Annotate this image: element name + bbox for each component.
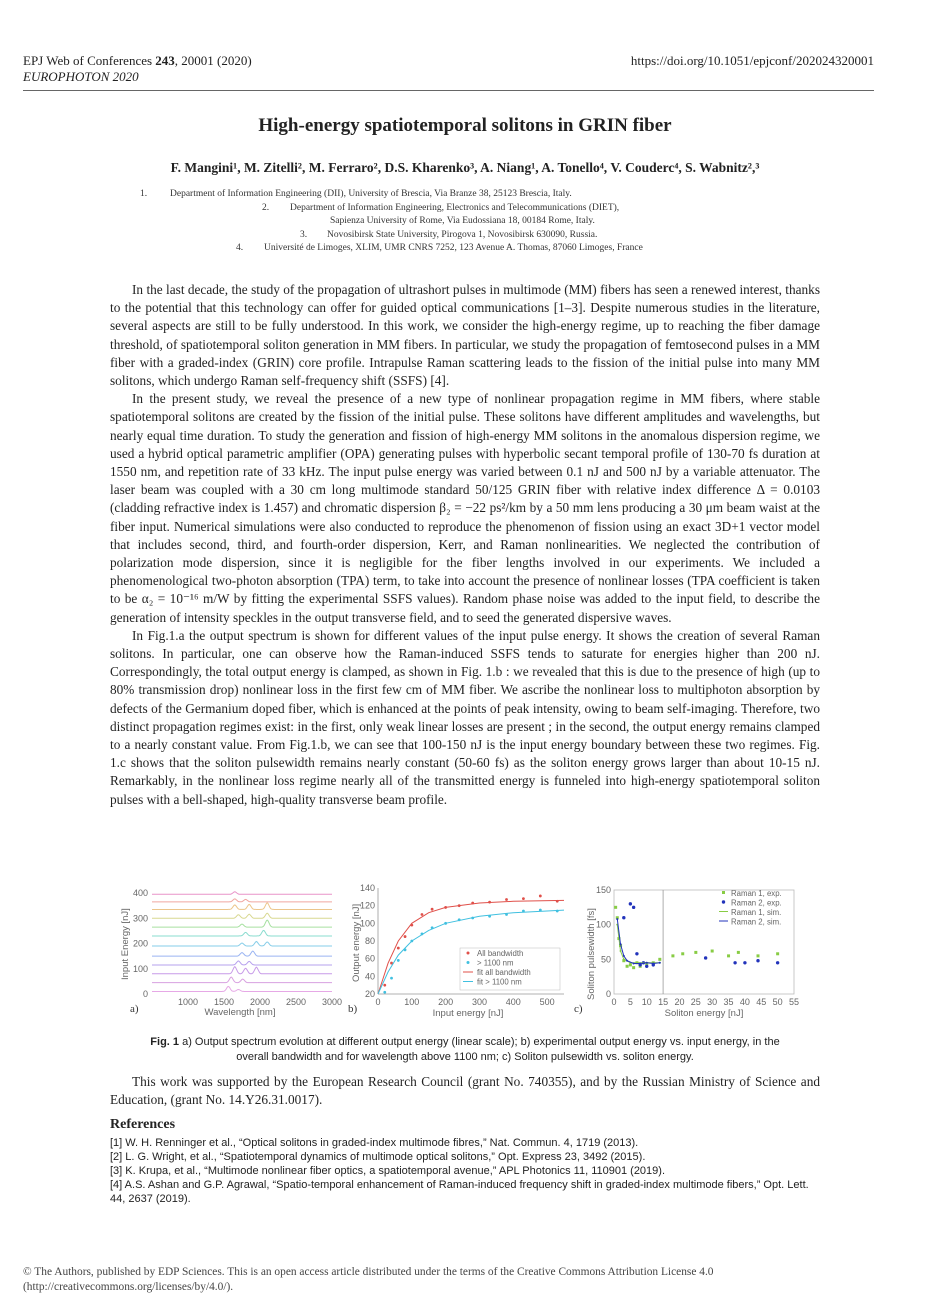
y-tick-label: 100 <box>359 918 375 929</box>
panel-c-xlabel: Soliton energy [nJ] <box>664 1008 744 1019</box>
journal-volume: 243 <box>155 53 175 68</box>
caption-text: a) Output spectrum evolution at different output energy (linear scale); b) experimental output energy vs. input energy, in the overall bandwidth and for wavelength above 1100 nm; c) Soliton pulsewidth vs. soliton energy. <box>182 1036 780 1063</box>
paragraph-2: In the present study, we reveal the presence of a new type of nonlinear propagation regime in MM fibers, where stable spatiotemporal solitons are created by the fission of the initial pulse. These solitons have different amplitudes and wavelengths, but nearly equal time duration. To study the generation and fission of high-energy MM solitons in the anomalous dispersion regime, we used a hybrid optical parametric amplifier (OPA) generating pulses with hyperbolic secant temporal profile of 130-70 fs duration at 1550 nm, and repetition rate of 33 kHz. The input pulse energy was varied between 0.1 nJ and 500 nJ by a variable attenuator. The laser beam was coupled with a 30 cm long multimode standard 50/125 GRIN fiber with relative index difference Δ = 0.0103 (cladding refractive index is 1.457) and chromatic dispersion β₂ = −22 ps²/km by a 50 mm lens producing a 30 μm beam waist at the fiber input. Numerical simulations were also conducted to reproduce the phenomenon of fission using an exact 3D+1 vector model that includes second, third, and fourth-order dispersion, Kerr, and Raman nonlinearities. We neglected the contribution of polarization mode dispersion, since it is negligible for the fiber lengths involved in our experiments. We included a phenomenological two-photon absorption (TPA) term, to take into account the presence of nonlinear losses (TPA coefficient is taken to be α₂ = 10⁻¹⁶ m/W by fitting the experimental SSFS values). Random phase noise was added to the input field, to describe the generation of intensity speckles in the output transverse field, and to seed the generated dispersive waves. <box>110 391 820 625</box>
data-point <box>614 906 617 909</box>
affiliation-text: Université de Limoges, XLIM, UMR CNRS 7252, 123 Avenue A. Thomas, 87060 Limoges, France <box>264 243 643 253</box>
panel-a-xlabel: Wavelength [nm] <box>204 1007 276 1018</box>
sim-point <box>633 962 635 964</box>
sim-point <box>623 955 625 957</box>
data-point <box>737 951 740 954</box>
figure-caption <box>150 1035 780 1065</box>
references-heading: References <box>110 1117 176 1132</box>
affiliation-1 <box>140 188 572 201</box>
panel-a-yticks <box>133 888 148 999</box>
legend-entry: fit all bandwidth <box>477 968 531 977</box>
data-point <box>658 958 661 961</box>
acknowledgment-text: This work was supported by the European Research Council (grant No. 740355), and by the Russian Ministry of Science and Education, (grant No. 14.Y26.31.0017). <box>110 1074 820 1108</box>
y-tick-label: 0 <box>142 989 148 999</box>
x-tick-label: 300 <box>471 997 487 1007</box>
y-tick-label: 80 <box>364 936 375 946</box>
x-tick-label: 45 <box>756 997 767 1007</box>
spectrum-line <box>152 903 332 910</box>
affiliation-text: Sapienza University of Rome, Via Eudossiana 18, 00184 Rome, Italy. <box>330 216 595 226</box>
legend-entry: fit > 1100 nm <box>477 977 522 987</box>
figure-1 <box>110 882 820 1022</box>
affiliation-number: 2. <box>262 203 270 213</box>
running-header-left <box>23 53 252 85</box>
y-tick-label: 400 <box>132 888 148 899</box>
x-tick-label: 30 <box>707 997 718 1007</box>
x-tick-label: 40 <box>739 997 750 1007</box>
panel-a-chart <box>110 882 343 1022</box>
acknowledgment <box>110 1073 820 1109</box>
references-list <box>110 1136 820 1206</box>
x-tick-label: 500 <box>539 997 555 1007</box>
panel-b-legend <box>460 948 560 990</box>
data-point <box>645 965 648 968</box>
data-point <box>397 947 400 950</box>
panel-b-xlabel: Input energy [nJ] <box>432 1008 504 1019</box>
spectrum-line <box>152 951 332 956</box>
data-point <box>632 966 635 969</box>
spectrum-line <box>152 930 332 936</box>
panel-a-plot-area <box>152 892 332 992</box>
data-point <box>383 984 386 987</box>
x-tick-label: 2000 <box>249 997 271 1007</box>
paragraph-3: In Fig.1.a the output spectrum is shown for different values of the input pulse energy. It shows the creation of several Raman solitons. In particular, one can observe how the Raman-induced SSFS tends to saturate for energies higher than 200 nJ. Correspondingly, the total output energy is clamped, as shown in Fig. 1.b : we revealed that this is due to the presence of high (up to 80% transmission drop) nonlinear loss in the first few cm of MM fiber. We ascribe the nonlinear loss to multiphoton absorption by defects of the Germanium doped fiber, which is enhanced at the points of peak intensity, owing to beam self-imaging. Therefore, two distinct propagation regimes exist: in the first, only weak linear losses are present ; in the second, the output energy remains clamped to a nearly constant value. From Fig.1.b, we can see that 100-150 nJ is the input energy boundary between these two regimes. Fig. 1.c shows that the soliton pulsewidth remains nearly constant (50-60 fs) as the soliton energy grows larger than about 10-15 nJ. Remarkably, in the nonlinear loss regime nearly all of the transmitted energy is funneled into high-energy spatiotemporal soliton pulses with a bell-shaped, high-quality transverse beam profile. <box>110 627 820 807</box>
y-tick-label: 140 <box>359 883 375 893</box>
license-footer: © The Authors, published by EDP Sciences. This is an open access article distributed under the terms of the Creative Commons Attribution License 4.0 (http://creativecommons.org/licenses/by/4.0/). <box>23 1266 714 1293</box>
data-point <box>757 954 760 957</box>
doi-link[interactable]: https://doi.org/10.1051/epjconf/202024320001 <box>630 53 874 68</box>
spectrum-line <box>152 892 332 895</box>
legend-marker <box>467 952 470 955</box>
panel-b-chart <box>342 882 572 1022</box>
y-tick-label: 200 <box>132 938 148 949</box>
y-tick-label: 40 <box>364 971 375 982</box>
affiliation-number: 3. <box>300 230 308 240</box>
panel-b-yticks <box>360 883 375 999</box>
data-point <box>632 906 635 909</box>
journal-citation <box>23 53 252 69</box>
affiliation-2-cont <box>330 215 595 228</box>
sim-point <box>620 950 622 952</box>
legend-marker <box>722 900 725 903</box>
y-tick-label: 100 <box>132 963 148 974</box>
y-tick-label: 300 <box>132 913 148 924</box>
y-tick-label: 50 <box>600 954 611 965</box>
legend-entry: > 1100 nm <box>477 958 514 968</box>
x-tick-label: 1500 <box>213 997 235 1007</box>
x-tick-label: 35 <box>723 997 734 1007</box>
reference-item: [2] L. G. Wright, et al., “Spatiotemporal dynamics of multimode optical solitons,” Opt. Express 23, 3492 (2015). <box>110 1151 646 1163</box>
x-tick-label: 55 <box>788 997 800 1007</box>
data-point <box>694 951 697 954</box>
data-point <box>629 902 632 905</box>
paper-title: High-energy spatiotemporal solitons in GRIN fiber <box>258 115 672 136</box>
panel-a-label: a) <box>130 1003 139 1015</box>
affiliation-4 <box>236 242 643 255</box>
x-tick-label: 15 <box>658 997 669 1007</box>
affiliation-text: Department of Information Engineering, Electronics and Telecommunications (DIET), <box>290 203 620 213</box>
y-tick-label: 150 <box>595 885 611 895</box>
panel-a-ylabel: Input Energy [nJ] <box>120 908 131 980</box>
data-point <box>733 961 736 964</box>
x-tick-label: 200 <box>438 997 454 1007</box>
journal-name: EPJ Web of Conferences <box>23 53 156 68</box>
data-point <box>727 954 730 957</box>
data-point <box>704 956 707 959</box>
sim-point <box>620 943 622 945</box>
body-text <box>110 281 820 809</box>
reference-item: [3] K. Krupa, et al., “Multimode nonlinear fiber optics, a spatiotemporal avenue,” APL Photonics 11, 110901 (2019). <box>110 1165 666 1177</box>
y-tick-label: 100 <box>595 919 611 930</box>
affiliation-text: Department of Information Engineering (DII), University of Brescia, Via Branze 38, 25123 Brescia, Italy. <box>170 189 572 199</box>
data-point <box>539 895 542 898</box>
reference-item: [1] W. H. Renninger et al., “Optical solitons in graded-index multimode fibres,” Nat. Commun. 4, 1719 (2013). <box>110 1137 639 1149</box>
data-point <box>383 991 386 994</box>
reference-item: [4] A.S. Ashan and G.P. Agrawal, “Spatio-temporal enhancement of Raman-induced frequency shift in graded-index multimode fibers,” Opt. Lett. 44, 2637 (2019). <box>110 1179 809 1205</box>
x-tick-label: 0 <box>611 997 617 1007</box>
paragraph-1: In the last decade, the study of the propagation of ultrashort pulses in multimode (MM) fibers has seen a renewed interest, thanks to the potential that this technology can offer for guided optical communications [1–3]. Despite numerous studies in the literature, several aspects are still to be fully understood. In this work, we consider the high-energy regime, up to reaching the fiber damage threshold, of spatiotemporal soliton generation in MM fibers. In particular, we study the propagation of femtosecond pulses in a MM fiber with a graded-index (GRIN) core profile. Intrapulse Raman scattering leads to the fission of the initial pulse into many MM solitons, which undergo Raman self-frequency shift (SSFS) [4]. <box>110 282 820 389</box>
panel-c-xticks <box>611 997 799 1007</box>
data-point <box>522 897 525 900</box>
x-tick-label: 3000 <box>321 997 343 1007</box>
data-point <box>671 954 674 957</box>
sim-line <box>617 925 660 963</box>
spectrum-line <box>152 899 332 902</box>
x-tick-label: 5 <box>627 997 633 1007</box>
data-point <box>776 952 779 955</box>
data-point <box>681 952 684 955</box>
panel-b-ylabel: Output energy [nJ] <box>351 903 362 982</box>
panel-c-ylabel: Soliton pulsewidth [fs] <box>586 908 597 1000</box>
panel-c-yticks <box>596 885 611 999</box>
spectrum-line <box>152 942 332 947</box>
x-tick-label: 1000 <box>177 997 199 1007</box>
panel-b-xticks <box>375 997 554 1007</box>
affiliation-3 <box>300 229 597 242</box>
y-tick-label: 0 <box>605 989 611 999</box>
panel-a-xticks <box>178 997 342 1007</box>
sim-point <box>646 962 648 964</box>
legend-entry: Raman 1, sim. <box>731 908 782 917</box>
data-point <box>711 950 714 953</box>
journal-article-number: , 20001 (2020) <box>174 53 252 68</box>
sim-point <box>659 962 661 964</box>
spectrum-line <box>152 977 332 983</box>
y-tick-label: 120 <box>359 900 375 911</box>
data-point <box>743 961 746 964</box>
spectrum-line <box>152 913 332 918</box>
header-rule <box>23 90 874 91</box>
sim-point <box>626 960 628 962</box>
data-point <box>505 898 508 901</box>
legend-entry: All bandwidth <box>477 949 524 958</box>
legend-marker <box>722 891 725 894</box>
data-point <box>622 916 625 919</box>
y-tick-label: 20 <box>364 989 375 999</box>
data-point <box>635 952 638 955</box>
x-tick-label: 2500 <box>285 997 307 1007</box>
x-tick-label: 100 <box>404 997 420 1007</box>
affiliation-number: 1. <box>140 189 148 199</box>
data-point <box>629 963 632 966</box>
legend-entry: Raman 2, exp. <box>731 898 782 908</box>
panel-c-label: c) <box>574 1003 583 1015</box>
legend-marker <box>467 961 470 964</box>
spectrum-line <box>152 967 332 974</box>
spectrum-line <box>152 961 332 965</box>
x-tick-label: 0 <box>375 997 381 1007</box>
data-point <box>776 961 779 964</box>
legend-entry: Raman 2, sim. <box>731 917 782 927</box>
y-tick-label: 60 <box>364 953 375 964</box>
sim-point <box>623 958 625 960</box>
affiliation-2 <box>262 202 619 215</box>
sim-point <box>652 962 654 964</box>
data-point <box>756 959 759 962</box>
data-point <box>390 977 393 980</box>
data-point <box>626 965 629 968</box>
x-tick-label: 50 <box>772 997 783 1007</box>
affiliation-text: Novosibirsk State University, Pirogova 1, Novosibirsk 630090, Russia. <box>327 230 598 240</box>
data-point <box>397 959 400 962</box>
author-list: F. Mangini¹, M. Zitelli², M. Ferraro², D.S. Kharenko³, A. Niang¹, A. Tonello⁴, V. Couderc⁴, S. Wabnitz²,³ <box>170 160 760 175</box>
spectrum-line <box>152 920 332 927</box>
panel-b-label: b) <box>348 1003 358 1015</box>
data-point <box>431 908 434 911</box>
x-tick-label: 20 <box>674 997 685 1007</box>
legend-entry: Raman 1, exp. <box>731 889 782 898</box>
conference-name: EUROPHOTON 2020 <box>23 69 139 84</box>
panel-c-chart <box>572 882 820 1022</box>
panel-c-legend <box>719 889 782 927</box>
x-tick-label: 400 <box>505 997 521 1007</box>
affiliation-number: 4. <box>236 243 244 253</box>
sim-point <box>616 918 618 920</box>
spectrum-line <box>152 986 332 991</box>
sim-point <box>639 962 641 964</box>
data-point <box>404 935 407 938</box>
x-tick-label: 25 <box>690 997 701 1007</box>
x-tick-label: 10 <box>641 997 652 1007</box>
data-point <box>421 913 424 916</box>
caption-label: Fig. 1 <box>150 1036 180 1048</box>
